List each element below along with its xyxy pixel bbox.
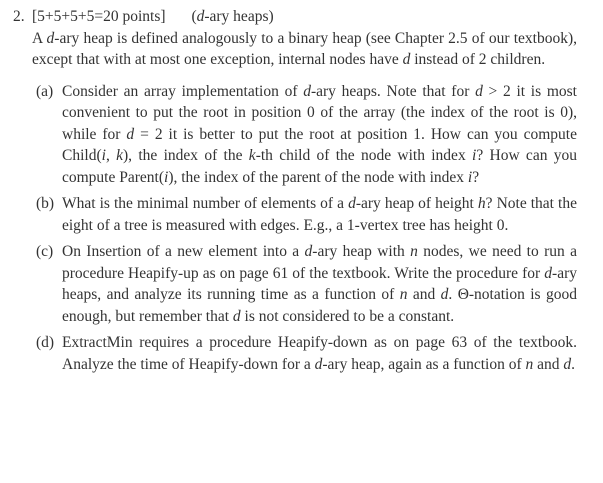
- item-label-c: (c): [36, 243, 54, 260]
- item-label-a: (a): [36, 82, 54, 100]
- problem-block: [13, 6, 577, 375]
- list-item-d: [32, 332, 577, 375]
- item-body-d: ExtractMin requires a procedure Heapify-down as on page 63 of the textbook. Analyze the time of Heapify-down for a d-ary heap, again as a function of n and d.: [62, 334, 577, 373]
- list-item-b: [32, 193, 577, 236]
- points-label: [5+5+5+5=20 points]: [32, 8, 166, 25]
- intro-paragraph: A d-ary heap is defined analogously to a binary heap (see Chapter 2.5 of our textbook), except that with at most one exception, internal nodes have d instead of 2 children.: [32, 29, 577, 68]
- problem-header: [32, 6, 577, 28]
- problem-body: [32, 6, 577, 375]
- item-body-b: What is the minimal number of elements of a d-ary heap of height h? Note that the eight of a tree is measured with edges. E.g., a 1-vertex tree has height 0.: [62, 195, 577, 234]
- item-body-a: Consider an array implementation of d-ary heaps. Note that for d > 2 it is most convenient to put the root in position 0 of the array (the index of the root is 0), while for d = 2 it is better to put the root at position 1. How can you compute Child(i, k), the index of the k-th child of the node with index i? How can you compute Parent(i), the index of the parent of the node with index i?: [62, 82, 577, 186]
- item-label-b: (b): [36, 195, 55, 212]
- problem-number: 2.: [13, 8, 25, 25]
- list-item-c: [32, 241, 577, 327]
- item-list: [32, 81, 577, 376]
- list-item-a: [32, 81, 577, 189]
- item-label-d: (d): [36, 334, 55, 351]
- item-body-c: On Insertion of a new element into a d-ary heap with n nodes, we need to run a procedure Heapify-up as on page 61 of the textbook. Write the procedure for d-ary heaps, and analyze its running time as a function of n and d. Θ-notation is good enough, but remember that d is not considered to be a constant.: [62, 243, 577, 325]
- topic-label: (d-ary heaps): [191, 8, 274, 25]
